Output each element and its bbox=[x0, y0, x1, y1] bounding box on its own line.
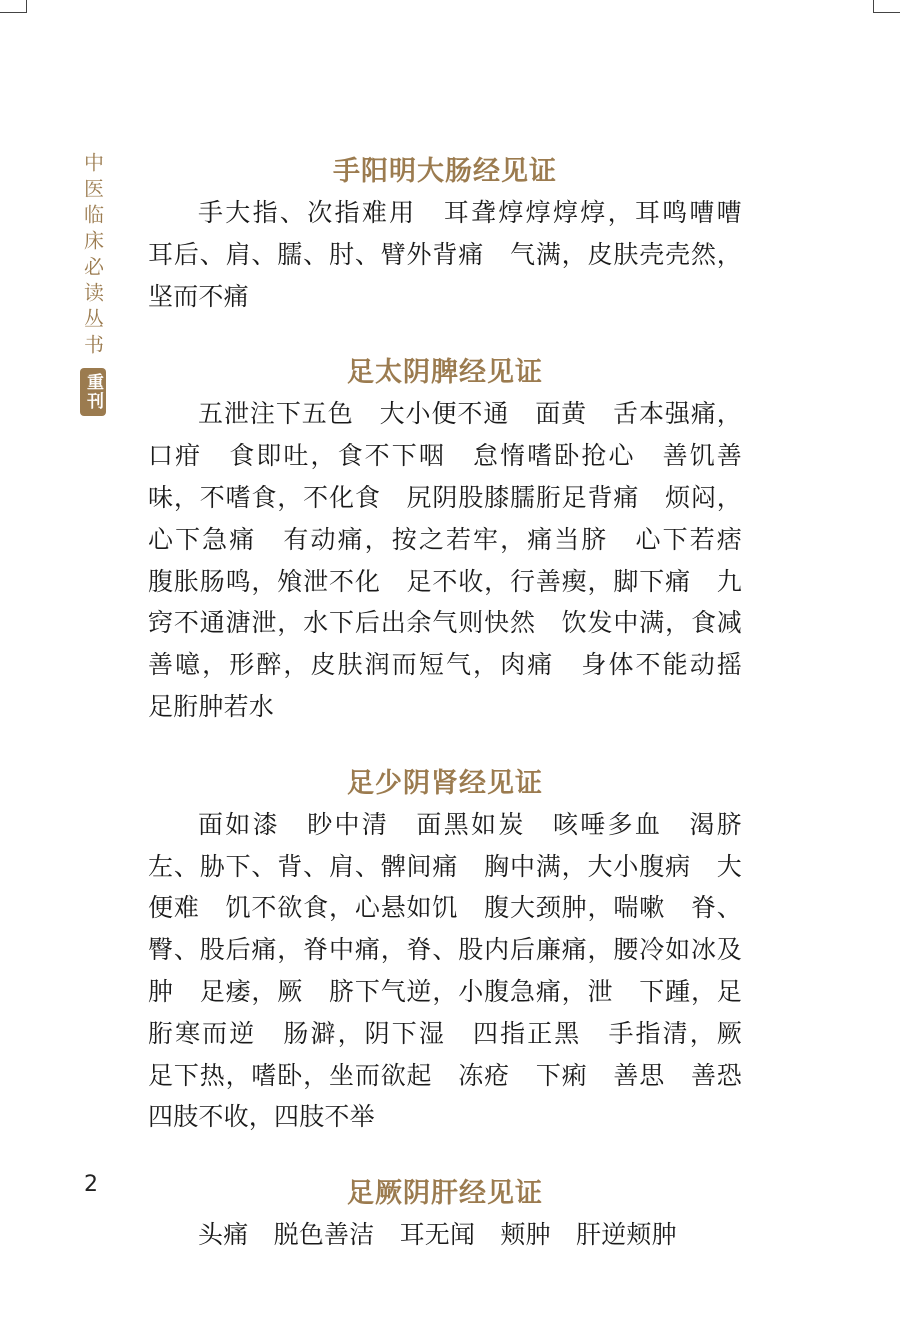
section-body: 面如漆 眇中清 面黑如炭 咳唾多血 渴脐左、胁下、背、肩、髀间痛 胸中满，大小腹病 大便难 饥不欲食，心悬如饥 腹大颈肿，喘嗽 脊、臀、股后痛，脊中痛，脊、股内后廉痛，腰冷如冰及肿 足痿，厥 脐下气逆，小腹急痛，泄 下踵，足胻寒而逆 肠澼，阴下湿 四指正黑 手指清，厥 足下热，嗜卧，坐而欲起 冻疮 下痢 善思 善恐 四肢不收，四肢不举 bbox=[148, 809, 768, 1132]
series-title: 中医临床必读丛书 bbox=[80, 152, 105, 360]
series-label bbox=[78, 152, 108, 416]
section-spleen bbox=[148, 353, 768, 727]
series-seal: 重刊 bbox=[80, 368, 106, 416]
section-title: 足太阴脾经见证 bbox=[347, 357, 543, 389]
section-title: 手阳明大肠经见证 bbox=[333, 156, 557, 187]
section-body: 头痛 脱色善洁 耳无闻 颊肿 肝逆颊肿 bbox=[198, 1220, 677, 1250]
section-body: 五泄注下五色 大小便不通 面黄 舌本强痛，口疳 食即吐，食不下咽 怠惰嗜卧抢心 善饥善味，不嗜食，不化食 尻阴股膝臑胻足背痛 烦闷，心下急痛 有动痛，按之若牢，痛当脐 心下若痞 腹胀肠鸣，飧泄不化 足不收，行善瘈，脚下痛 九窍不通溏泄，水下后出余气则快然 饮发中满，食减善噫，形醉，皮肤润而短气，肉痛 身体不能动摇 足胻肿若水 bbox=[148, 399, 768, 721]
crop-mark-left bbox=[0, 0, 27, 13]
section-title: 足少阴肾经见证 bbox=[347, 767, 543, 799]
section-large-intestine bbox=[148, 152, 768, 317]
page-number: 2 bbox=[84, 1172, 98, 1197]
section-title: 足厥阴肝经见证 bbox=[347, 1178, 543, 1210]
section-kidney bbox=[148, 764, 768, 1138]
crop-mark-right bbox=[873, 0, 900, 13]
page-content bbox=[148, 152, 768, 1256]
section-liver bbox=[148, 1174, 742, 1256]
section-body: 手大指、次指难用 耳聋焞焞焞焞，耳鸣嘈嘈 耳后、肩、臑、肘、臂外背痛 气满，皮肤壳壳然，坚而不痛 bbox=[148, 198, 768, 311]
